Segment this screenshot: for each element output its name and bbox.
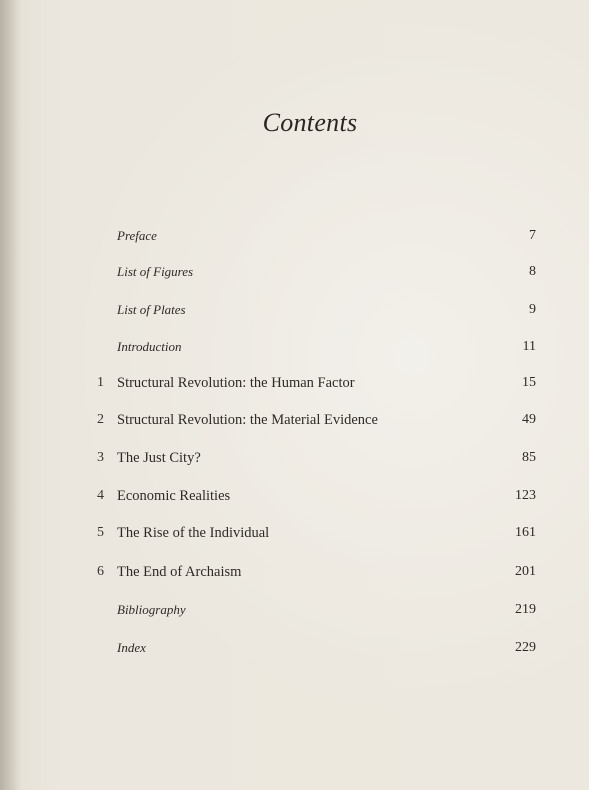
toc-entry-page: 15 xyxy=(522,375,536,390)
toc-entry-chapter-5 xyxy=(0,525,589,547)
toc-entry-list-of-figures xyxy=(0,264,589,286)
toc-entry-page: 8 xyxy=(529,264,536,279)
toc-entry-page: 49 xyxy=(522,412,536,427)
toc-entry-page: 229 xyxy=(515,640,536,655)
toc-entry-page: 201 xyxy=(515,564,536,579)
toc-entry-number: 3 xyxy=(97,450,104,465)
toc-entry-label: Index xyxy=(117,640,146,655)
toc-entry-label: Structural Revolution: the Material Evidence xyxy=(117,412,378,428)
toc-entry-chapter-4 xyxy=(0,488,589,510)
toc-entry-index xyxy=(0,640,589,662)
toc-entry-number: 5 xyxy=(97,525,104,540)
toc-entry-page: 7 xyxy=(529,228,536,243)
toc-entry-introduction xyxy=(0,339,589,361)
toc-entry-preface xyxy=(0,228,589,250)
toc-entry-page: 161 xyxy=(515,525,536,540)
toc-entry-list-of-plates xyxy=(0,302,589,324)
toc-entry-label: The End of Archaism xyxy=(117,564,242,580)
toc-entry-chapter-3 xyxy=(0,450,589,472)
toc-entry-label: Introduction xyxy=(117,339,182,354)
page-title: Contents xyxy=(262,108,358,137)
toc-entry-label: Structural Revolution: the Human Factor xyxy=(117,375,355,391)
toc-entry-label: Bibliography xyxy=(117,602,186,617)
toc-entry-label: Economic Realities xyxy=(117,488,231,504)
toc-entry-number: 4 xyxy=(97,488,104,503)
toc-entry-label: List of Figures xyxy=(117,264,194,279)
toc-entry-number: 2 xyxy=(97,412,104,427)
toc-entry-bibliography xyxy=(0,602,589,624)
toc-entry-chapter-6 xyxy=(0,564,589,586)
toc-entry-number: 6 xyxy=(97,564,104,579)
toc-entry-label: The Just City? xyxy=(117,450,201,466)
toc-entry-label: List of Plates xyxy=(117,302,186,317)
toc-entry-chapter-2 xyxy=(0,412,589,434)
toc-entry-label: The Rise of the Individual xyxy=(117,525,270,541)
toc-entry-page: 9 xyxy=(529,302,536,317)
toc-entry-chapter-1 xyxy=(0,375,589,397)
toc-entry-page: 11 xyxy=(522,339,536,354)
toc-entry-page: 123 xyxy=(515,488,536,503)
toc-entry-page: 219 xyxy=(515,602,536,617)
toc-entry-label: Preface xyxy=(117,228,157,243)
toc-entry-page: 85 xyxy=(522,450,536,465)
toc-entry-number: 1 xyxy=(97,375,104,390)
